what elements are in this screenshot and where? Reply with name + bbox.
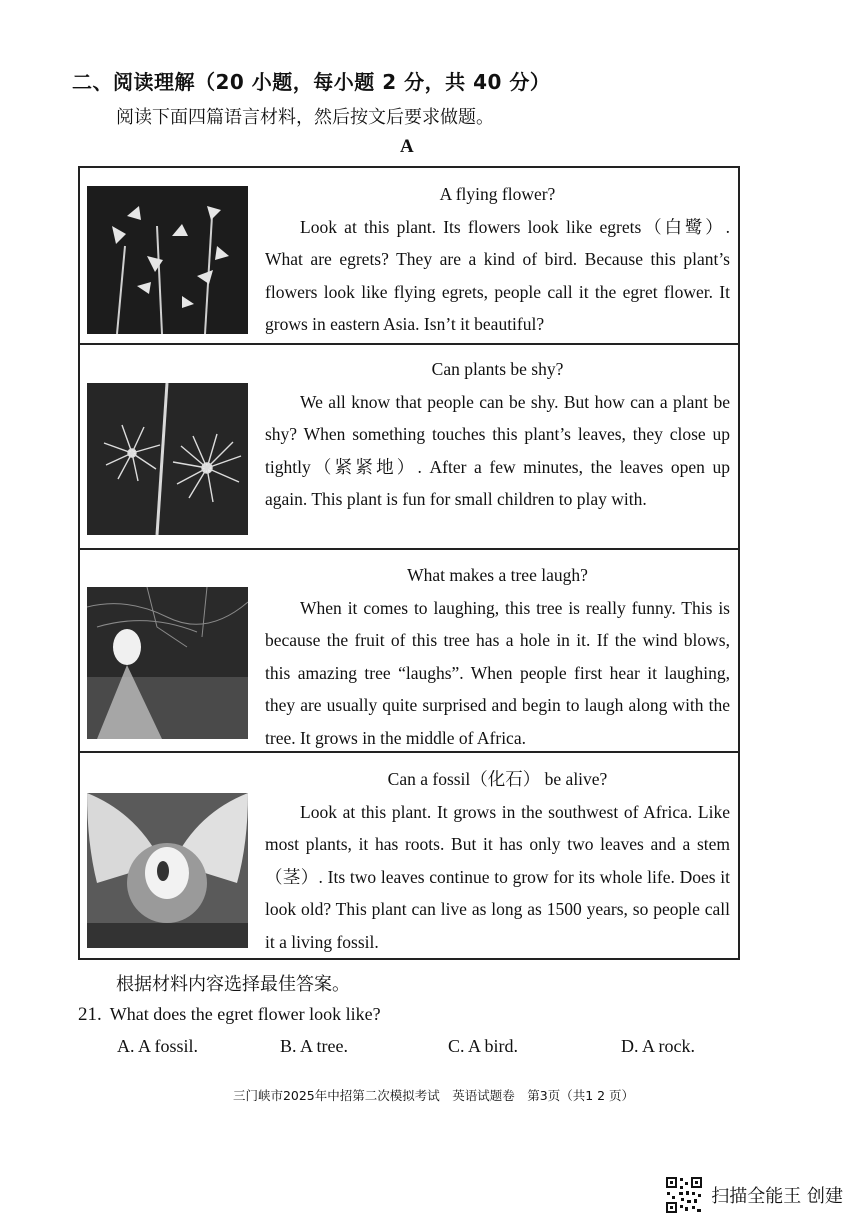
passage-letter: A: [400, 136, 414, 157]
watermark-text: 扫描全能王 创建: [711, 1186, 843, 1207]
qr-code-icon: [665, 1176, 703, 1214]
question-text: What does the egret flower look like?: [109, 1004, 381, 1024]
page-footer: 三门峡市2025年中招第二次模拟考试 英语试题卷 第3页（共1 2 页）: [232, 1088, 635, 1103]
passage-text: When it comes to laughing, this tree is really funny. This is because the fruit of this tree has a hole in it. If the wind blows, this amazing tree “laughs”. When people first hear it laughing, they are usually quite surprised and begin to laugh along with the tree. It grows in the middle of Africa.: [265, 597, 730, 748]
laughing-tree-photo: [87, 587, 248, 739]
passage-title: Can a fossil（化石） be alive?: [387, 769, 608, 789]
option-b: B. A tree.: [280, 1036, 348, 1056]
shy-plant-photo: [87, 383, 248, 535]
passage-row: [80, 550, 738, 753]
passage-title: A flying flower?: [439, 184, 556, 204]
question-number: 21.: [78, 1004, 102, 1025]
passage-text: Look at this plant. It grows in the southwest of Africa. Like most plants, it has roots. But it has only two leaves and a stem（茎）. Its two leaves continue to grow for its whole life. Does it look old? This plant can live as long as 1500 years, so people call it a living fossil.: [265, 801, 730, 952]
passage-table: [78, 166, 740, 960]
living-fossil-photo: [87, 793, 248, 948]
option-c: C. A bird.: [448, 1036, 519, 1056]
passage-row: [80, 345, 738, 550]
option-a: A. A fossil.: [117, 1036, 199, 1056]
passage-row: [80, 753, 738, 958]
reading-instruction: 阅读下面四篇语言材料，然后按文后要求做题。: [116, 107, 494, 128]
scanner-watermark: [665, 1176, 843, 1214]
section-title: 二、阅读理解（20 小题，每小题 2 分，共 40 分）: [72, 70, 551, 94]
option-d: D. A rock.: [621, 1036, 695, 1056]
passage-text: We all know that people can be shy. But how can a plant be shy? When something touches this plant’s leaves, they close up tightly（紧紧地）. After a few minutes, the leaves open up again. This plant is fun for small children to play with.: [265, 391, 730, 509]
passage-text: Look at this plant. Its flowers look like egrets（白鹭）. What are egrets? They are a kind of bird. Because this plant’s flowers look like flying egrets, people call it the egret flower. It grows in eastern Asia. Isn’t it beautiful?: [265, 216, 730, 334]
passage-title: Can plants be shy?: [431, 359, 564, 379]
passage-title: What makes a tree laugh?: [407, 565, 588, 585]
question-21: [78, 1004, 381, 1026]
passage-row: [80, 168, 738, 345]
questions-instruction: 根据材料内容选择最佳答案。: [116, 974, 350, 995]
egret-flower-photo: [87, 186, 248, 334]
